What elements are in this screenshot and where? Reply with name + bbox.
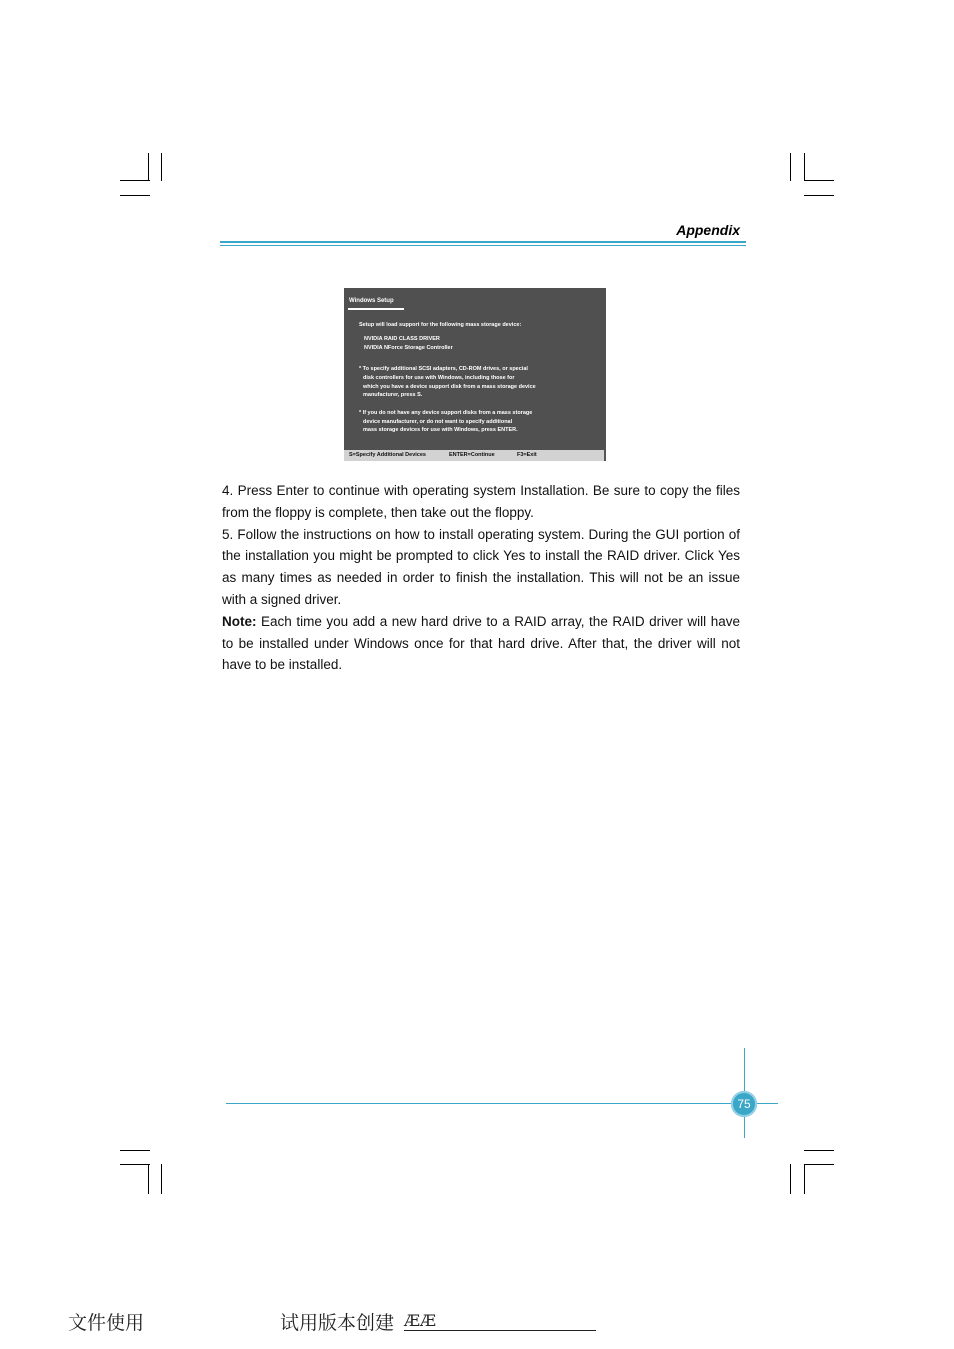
crop-mark (804, 180, 834, 181)
header-rule-thin (220, 245, 746, 246)
setup-status-bar (344, 450, 606, 461)
crop-mark (804, 1164, 834, 1165)
crop-mark (120, 180, 150, 181)
bullet2-line: device manufacturer, or do not want to specify additional (363, 419, 513, 425)
bullet2-line: mass storage devices for use with Windows, press ENTER. (363, 427, 518, 433)
status-exit: F3=Exit (517, 452, 537, 458)
note-text: Each time you add a new hard drive to a RAID array, the RAID driver will have to be installed under Windows once for that hard drive. After that, the driver will not have to be installed. (222, 613, 740, 673)
crop-mark (148, 153, 149, 181)
section-title: Appendix (676, 222, 740, 238)
setup-intro: Setup will load support for the following mass storage device: (359, 322, 522, 328)
page-number: 75 (731, 1091, 757, 1117)
step-5: 5. Follow the instructions on how to install operating system. During the GUI portion of the installation you might be prompted to click Yes to install the RAID driver. Click Yes as many times as needed in order to finish the installation. This will not be an issue with a signed driver. (222, 526, 740, 607)
status-continue: ENTER=Continue (449, 452, 495, 458)
bullet1-line: manufacturer, press S. (363, 392, 423, 398)
crop-mark (790, 153, 791, 181)
driver-item: NVIDIA NForce Storage Controller (364, 345, 453, 351)
body-text (222, 480, 740, 676)
note-label: Note: (222, 613, 257, 629)
crop-mark (120, 195, 150, 196)
watermark-left: 文件使用 (68, 1312, 145, 1334)
bullet2-line: * If you do not have any device support disks from a mass storage (359, 410, 533, 416)
watermark-middle: 试用版本创建 (280, 1312, 395, 1334)
bullet1-line: * To specify additional SCSI adapters, CD-ROM drives, or special (359, 366, 528, 372)
crop-mark (120, 1150, 150, 1151)
watermark-underline (404, 1330, 596, 1331)
windows-setup-screenshot (344, 288, 606, 461)
setup-title-underline (348, 308, 404, 310)
crop-mark (804, 1150, 834, 1151)
crop-mark (148, 1164, 149, 1194)
crop-mark (161, 153, 162, 181)
driver-item: NVIDIA RAID CLASS DRIVER (364, 336, 440, 342)
step-4: 4. Press Enter to continue with operating system Installation. Be sure to copy the files from the floppy is complete, then take out the floppy. (222, 483, 740, 520)
watermark-tail: ÆÆ (404, 1311, 437, 1330)
crop-mark (790, 1164, 791, 1194)
crop-mark (804, 153, 805, 181)
crop-mark (804, 1164, 805, 1194)
crop-mark (804, 195, 834, 196)
footer-rule (226, 1103, 778, 1104)
bullet1-line: which you have a device support disk from a mass storage device (363, 384, 536, 390)
crop-mark (161, 1164, 162, 1194)
header-rule (220, 241, 746, 243)
status-specify: S=Specify Additional Devices (349, 452, 426, 458)
bullet1-line: disk controllers for use with Windows, including those for (363, 375, 515, 381)
crop-mark (120, 1164, 150, 1165)
note-paragraph (222, 611, 740, 676)
setup-window-title: Windows Setup (349, 298, 394, 304)
